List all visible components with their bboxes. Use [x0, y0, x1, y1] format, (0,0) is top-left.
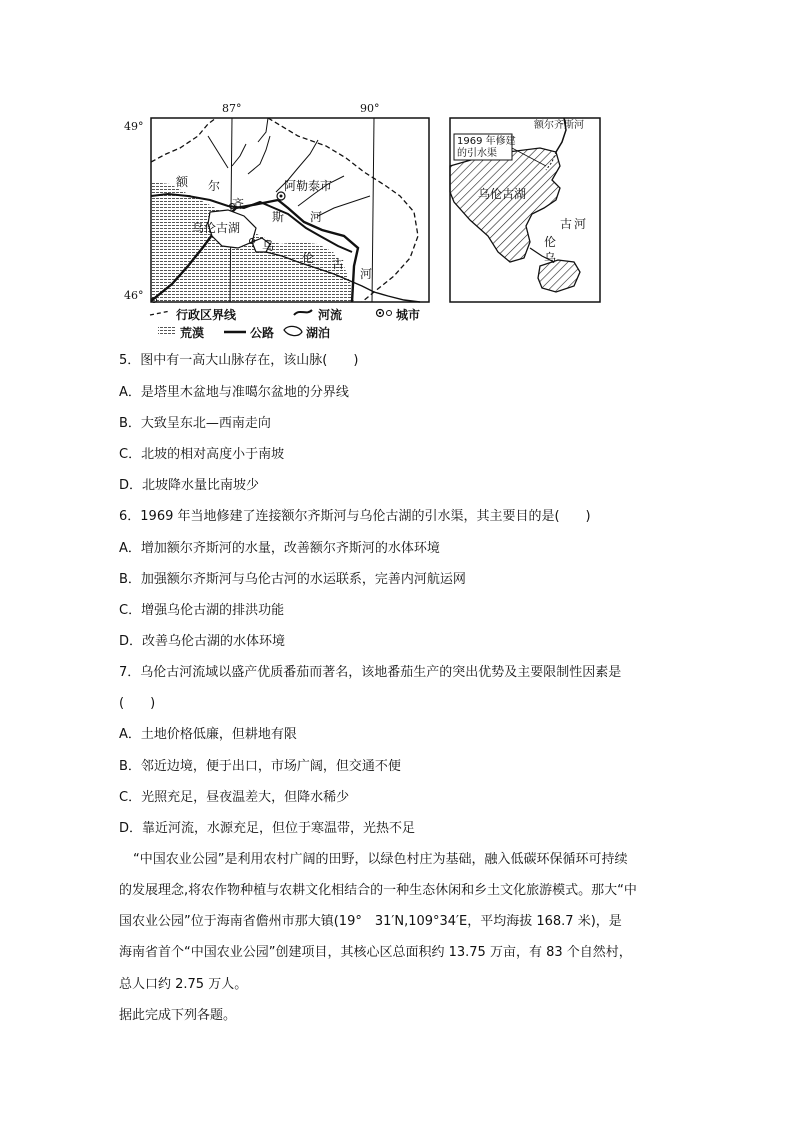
- inset-label-irtysh: 额尔齐斯河: [534, 120, 584, 131]
- legend-lake-symbol: [284, 326, 302, 335]
- question-6-option-a: A．增加额尔齐斯河的水量，改善额尔齐斯河的水体环境: [119, 541, 440, 556]
- legend-boundary-label: 行政区界线: [176, 308, 237, 322]
- question-7-stem-continued: ( ): [119, 696, 156, 711]
- label-altay-city: 阿勒泰市: [284, 179, 333, 193]
- question-5-option-a: A．是塔里木盆地与准噶尔盆地的分界线: [119, 385, 349, 400]
- legend-city-symbol-dot: [379, 312, 381, 314]
- passage-line-2: 的发展理念,将农作物种植与农耕文化相结合的一种生态休闲和乡土文化旅游模式。那大“中: [119, 883, 637, 898]
- label-lake: 乌伦古湖: [192, 221, 241, 235]
- passage-instruction: 据此完成下列各题。: [119, 1008, 237, 1023]
- legend-city-label: 城市: [396, 308, 421, 322]
- label-e: 额: [176, 175, 189, 189]
- lon-label-90: 90°: [360, 102, 380, 115]
- legend-town-symbol: [387, 311, 392, 316]
- question-5-option-c: C．北坡的相对高度小于南坡: [119, 447, 285, 462]
- inset-label-lake: 乌伦古湖: [478, 187, 527, 201]
- lat-label-49: 49°: [124, 120, 144, 133]
- lat-label-46: 46°: [124, 289, 144, 302]
- question-7-stem: 7．乌伦古河流域以盛产优质番茄而著名，该地番茄生产的突出优势及主要限制性因素是: [119, 665, 622, 680]
- question-5-option-d: D．北坡降水量比南坡少: [119, 478, 260, 493]
- question-6-option-b: B．加强额尔齐斯河与乌伦古河的水运联系，完善内河航运网: [119, 572, 466, 587]
- legend-boundary-symbol: [150, 311, 170, 315]
- lon-label-87: 87°: [222, 102, 242, 115]
- question-7-option-b: B．邻近边境，便于出口，市场广阔，但交通不便: [119, 759, 401, 774]
- question-5-stem: 5．图中有一高大山脉存在，该山脉( ): [119, 353, 359, 368]
- meridian-90: [372, 118, 374, 302]
- label-he: 河: [310, 210, 323, 224]
- label-si: 斯: [272, 210, 285, 224]
- legend-road-label: 公路: [250, 326, 275, 340]
- label-er: 尔: [208, 179, 221, 193]
- label-he2: 河: [360, 267, 373, 281]
- label-qi: 齐: [232, 197, 245, 211]
- passage-line-4: 海南省首个“中国农业公园”创建项目，其核心区总面积约 13.75 万亩，有 83 个自然村，: [119, 945, 632, 960]
- question-6-option-c: C．增强乌伦古湖的排洪功能: [119, 603, 285, 618]
- inset-canal-note-2: 的引水渠: [457, 148, 497, 159]
- question-7-option-d: D．靠近河流，水源充足，但位于寒温带，光热不足: [119, 821, 416, 836]
- inset-label-gu: 古: [560, 217, 573, 231]
- inset-label-wu: 乌: [544, 251, 557, 265]
- passage-line-5: 总人口约 2.75 万人。: [119, 977, 248, 992]
- map-figure: [124, 96, 608, 342]
- altay-city-dot: [280, 195, 283, 198]
- question-7-option-c: C．光照充足，昼夜温差大，但降水稀少: [119, 790, 350, 805]
- legend-river-symbol: [294, 310, 312, 315]
- inset-label-he: 河: [574, 217, 587, 231]
- legend-lake-label: 湖泊: [306, 326, 331, 340]
- label-lun: 伦: [302, 251, 315, 265]
- label-gu: 古: [332, 257, 345, 271]
- inset-canal-note-1: 1969 年修建: [457, 136, 516, 147]
- legend-desert-label: 荒漠: [180, 326, 205, 340]
- question-5-option-b: B．大致呈东北—西南走向: [119, 416, 271, 431]
- question-7-option-a: A．土地价格低廉，但耕地有限: [119, 727, 297, 742]
- passage-line-1: “中国农业公园”是利用农村广阔的田野，以绿色村庄为基础，融入低碳环保循环可持续: [133, 852, 628, 867]
- inset-label-lun: 伦: [544, 235, 557, 249]
- legend-desert-symbol: [158, 327, 176, 336]
- legend-river-label: 河流: [318, 308, 343, 322]
- question-6-option-d: D．改善乌伦古湖的水体环境: [119, 634, 286, 649]
- passage-line-3: 国农业公园”位于海南省儋州市那大镇(19° 31′N,109°34′E，平均海拔 168.7 米)，是: [119, 914, 622, 929]
- question-6-stem: 6．1969 年当地修建了连接额尔齐斯河与乌伦古湖的引水渠，其主要目的是( ): [119, 509, 591, 524]
- label-wu: 乌: [262, 239, 275, 253]
